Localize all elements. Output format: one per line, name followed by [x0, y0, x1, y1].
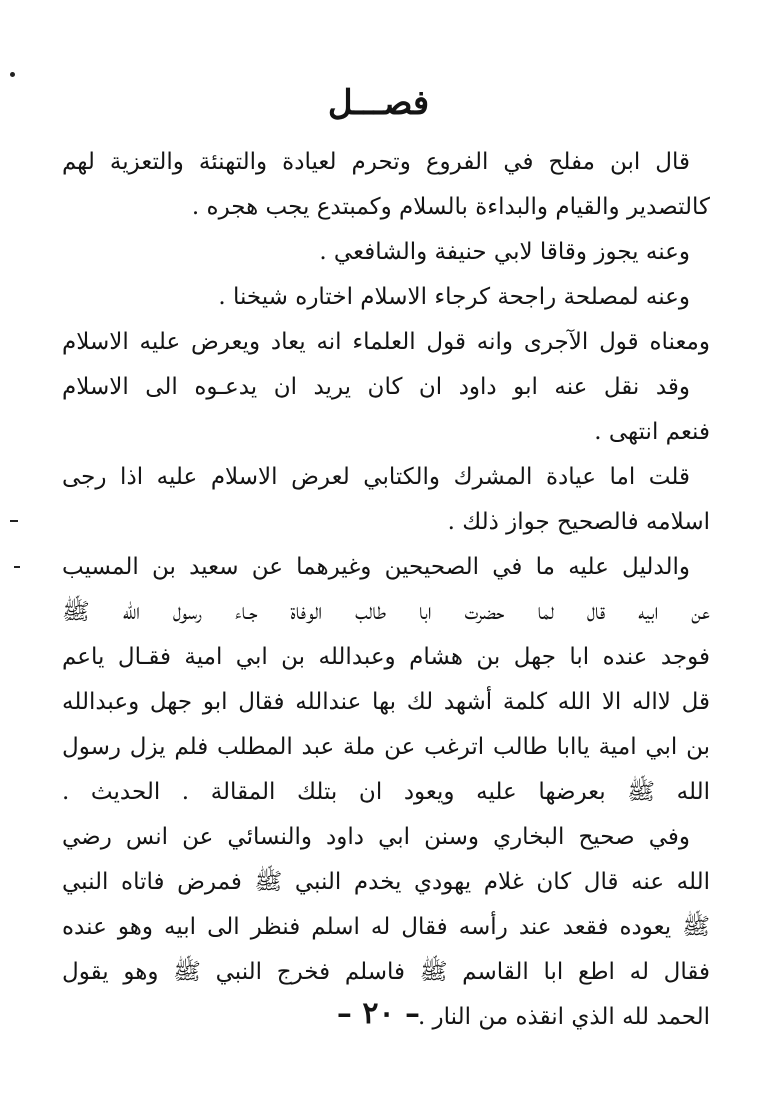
margin-tick: [14, 566, 20, 568]
text-line-2: كالتصدير والقيام والبداءة بالسلام وكمبتدع يجب هجره .: [191, 194, 710, 220]
margin-tick: [10, 520, 18, 522]
text-line-14: بن ابي امية ياابا طالب اترغب عن ملة عبد المطلب فلم يزل رسول: [62, 734, 710, 760]
text-line-1: قال ابن مفلح في الفروع وتحرم لعيادة والتهنئة والتعزية لهم: [62, 149, 690, 175]
body-text: [62, 140, 710, 1040]
text-line-6: وقد نقل عنه ابو داود ان كان يريد ان يدعـوه الى الاسلام: [62, 374, 690, 400]
text-line-17: الله عنه قال كان غلام يهودي يخدم النبي ﷺ فمرض فاتاه النبي: [62, 869, 710, 895]
section-heading: فصـــل: [327, 83, 430, 123]
text-line-9: اسلامه فالصحيح جواز ذلك .: [447, 509, 710, 535]
text-line-16: وفي صحيح البخاري وسنن ابي داود والنسائي عن انس رضي: [62, 824, 690, 850]
text-line-13: قل لااله الا الله كلمة أشهد لك بها عندالله فقال ابو جهل وعبدالله: [62, 689, 710, 715]
text-line-18: ﷺ يعوده فقعد عند رأسه فقال له اسلم فنظر الى ابيه وهو عنده: [62, 914, 710, 940]
text-line-4: وعنه لمصلحة راجحة كرجاء الاسلام اختاره شيخنا .: [218, 284, 690, 310]
text-line-19: فقال له اطع ابا القاسم ﷺ فاسلم فخرج النبي ﷺ وهو يقول: [62, 959, 710, 985]
text-line-5: ومعناه قول الآجرى وانه قول العلماء انه يعاد ويعرض عليه الاسلام: [62, 329, 710, 355]
text-line-15: الله ﷺ بعرضها عليه ويعود ان بتلك المقالة . الحديث .: [62, 779, 710, 805]
margin-speck: [10, 72, 15, 77]
text-line-8: قلت اما عيادة المشرك والكتابي لعرض الاسلام عليه اذا رجى: [62, 464, 690, 490]
text-line-11: عن ابيه قال لما حضرت ابا طالب الوفاة جـاء رسول الله ﷺ: [62, 599, 710, 625]
page-number: – ٢٠ –: [336, 996, 421, 1031]
text-line-12: فوجد عنده ابا جهل بن هشام وعبدالله بن ابي امية فقـال ياعم: [62, 644, 710, 670]
text-line-20: الحمد لله الذي انقذه من النار .: [417, 1004, 710, 1030]
text-line-3: وعنه يجوز وقاقا لابي حنيفة والشافعي .: [319, 239, 690, 265]
text-line-10: والدليل عليه ما في الصحيحين وغيرهما عن سعيد بن المسيب: [62, 554, 690, 580]
text-line-7: فنعم انتهى .: [594, 419, 710, 445]
